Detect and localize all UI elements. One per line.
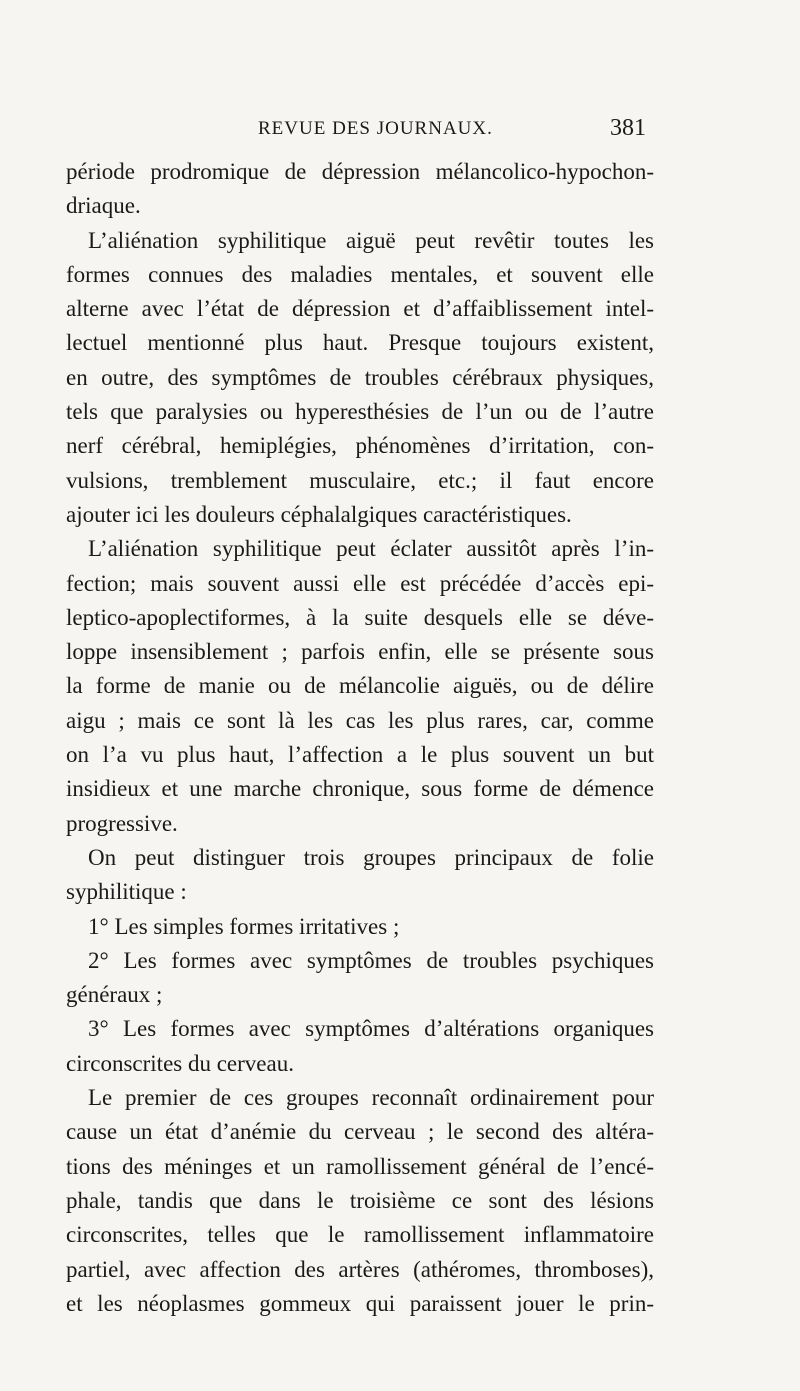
- text-line: L’aliénation syphilitique peut éclater aussitôt après l’in-: [88, 536, 654, 562]
- text-line: partiel, avec affection des artères (athéromes, thromboses),: [66, 1256, 654, 1282]
- text-line: 2° Les formes avec symptômes de troubles psychiques: [88, 947, 654, 973]
- text-line: syphilitique :: [66, 879, 187, 905]
- running-title: REVUE DES JOURNAUX.: [258, 118, 493, 139]
- text-line: tels que paralysies ou hyperesthésies de l’un ou de l’autre: [66, 399, 654, 425]
- text-line: L’aliénation syphilitique aiguë peut revêtir toutes les: [88, 227, 654, 253]
- text-line: progressive.: [66, 810, 178, 836]
- page-header: [66, 115, 656, 148]
- text-line: la forme de manie ou de mélancolie aiguës, ou de délire: [66, 673, 654, 699]
- text-line: et les néoplasmes gommeux qui paraissent jouer le prin-: [66, 1290, 654, 1316]
- text-line: formes connues des maladies mentales, et souvent elle: [66, 261, 654, 287]
- text-line: 3° Les formes avec symptômes d’altérations organiques: [88, 1016, 654, 1042]
- text-line: circonscrites, telles que le ramollissement inflammatoire: [66, 1222, 654, 1248]
- text-line: vulsions, tremblement musculaire, etc.; il faut encore: [66, 467, 654, 493]
- text-line: lectuel mentionné plus haut. Presque toujours existent,: [66, 330, 654, 356]
- text-line: cause un état d’anémie du cerveau ; le second des altéra-: [66, 1119, 654, 1145]
- text-line: alterne avec l’état de dépression et d’affaiblissement intel-: [66, 296, 654, 322]
- text-line: Le premier de ces groupes reconnaît ordinairement pour: [88, 1085, 654, 1111]
- body-text: [66, 155, 654, 1321]
- text-line: 1° Les simples formes irritatives ;: [88, 913, 400, 939]
- page-number: 381: [610, 115, 646, 141]
- text-line: période prodromique de dépression mélancolico-hypochon-: [66, 159, 654, 184]
- text-line: fection; mais souvent aussi elle est précédée d’accès epi-: [66, 570, 654, 596]
- text-line: tions des méninges et un ramollissement général de l’encé-: [66, 1153, 654, 1179]
- text-line: en outre, des symptômes de troubles cérébraux physiques,: [66, 364, 654, 390]
- text-line: on l’a vu plus haut, l’affection a le plus souvent un but: [66, 742, 654, 768]
- text-line: driaque.: [66, 193, 141, 219]
- text-line: On peut distinguer trois groupes principaux de folie: [88, 844, 654, 870]
- text-line: loppe insensiblement ; parfois enfin, elle se présente sous: [66, 639, 654, 665]
- text-line: aigu ; mais ce sont là les cas les plus rares, car, comme: [66, 707, 654, 733]
- text-line: insidieux et une marche chronique, sous forme de démence: [66, 776, 654, 802]
- text-line: circonscrites du cerveau.: [66, 1050, 294, 1076]
- text-line: leptico-apoplectiformes, à la suite desquels elle se déve-: [66, 604, 654, 630]
- text-line: nerf cérébral, hemiplégies, phénomènes d’irritation, con-: [66, 433, 654, 459]
- text-line: ajouter ici les douleurs céphalalgiques caractéristiques.: [66, 501, 572, 527]
- text-line: généraux ;: [66, 982, 163, 1008]
- text-line: phale, tandis que dans le troisième ce sont des lésions: [66, 1187, 654, 1213]
